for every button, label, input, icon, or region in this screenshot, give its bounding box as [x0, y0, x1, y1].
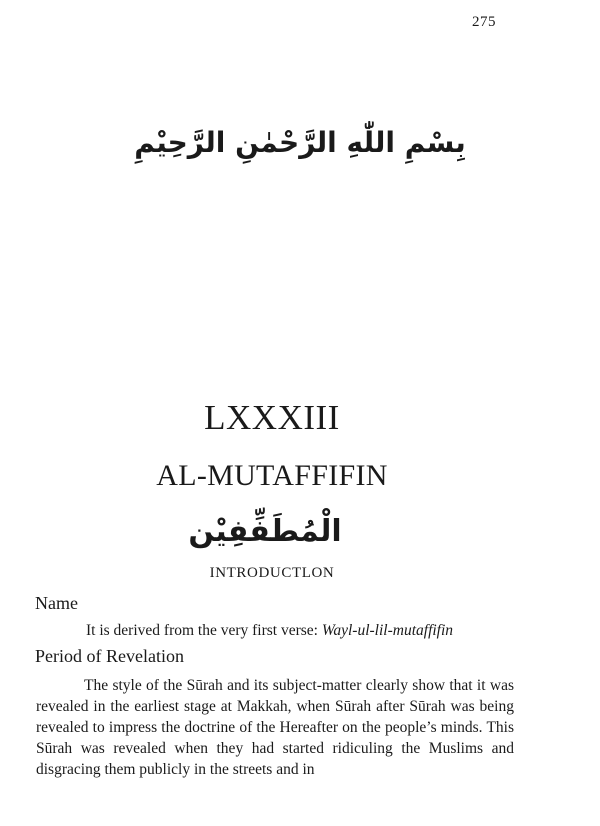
section-heading-name: Name — [35, 593, 78, 613]
basmala: بِسْمِ اللّٰهِ الرَّحْمٰنِ الرَّحِيْمِ — [134, 126, 466, 159]
name-paragraph — [36, 620, 514, 641]
section-heading-period: Period of Revelation — [35, 646, 184, 666]
introduction-heading: INTRODUCTLON — [209, 565, 335, 581]
surah-name-arabic: الْمُطَفِّفِيْن — [188, 514, 342, 549]
period-paragraph: The style of the Sūrah and its subject-matter clearly show that it was revealed in the earliest stage at Makkah, when Sūrah after Sūrah was being revealed to impress the doctrine of the Hereafter on the people’s minds. This Sūrah was revealed when they had started ridiculing the Muslims and disgracing them publicly in the streets and in — [36, 677, 514, 778]
surah-name: AL-MUTAFFIFIN — [156, 459, 388, 492]
surah-number: LXXXIII — [204, 398, 340, 437]
name-paragraph-text: It is derived from the very first verse: — [86, 622, 322, 639]
verse-transliteration: Wayl-ul-lil-mutaffifin — [321, 622, 454, 639]
page-number: 275 — [472, 14, 496, 30]
